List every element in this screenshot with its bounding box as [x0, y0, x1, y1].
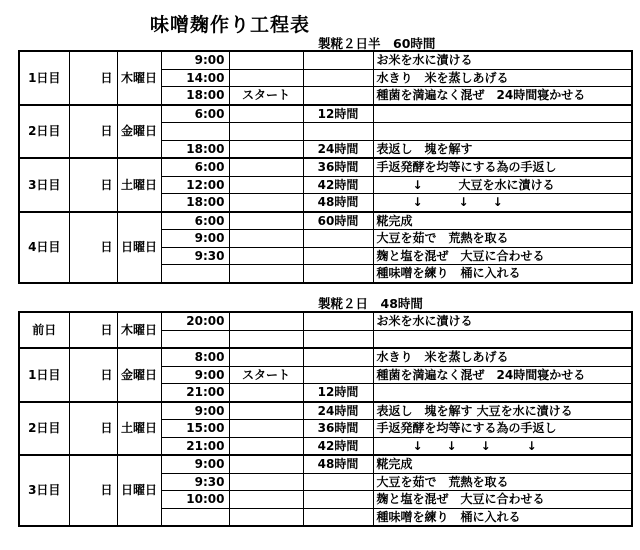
schedule-a-subtitle: 製糀２日半 60時間	[318, 36, 436, 51]
date-day-cell: 日	[69, 158, 117, 212]
action-cell: 大豆を茹で 荒熱を取る	[373, 230, 632, 248]
weekday-label: 木曜日	[117, 312, 161, 348]
action-cell: 麹と塩を混ぜ 大豆に合わせる	[373, 247, 632, 265]
start-mark-cell: スタート	[229, 366, 303, 384]
start-mark-cell	[229, 265, 303, 283]
time-cell: 21:00	[161, 437, 229, 455]
start-mark-cell	[229, 158, 303, 176]
action-cell	[373, 330, 632, 348]
schedule-b-table	[18, 311, 633, 527]
elapsed-hours-cell	[303, 51, 373, 69]
action-cell: 麹と塩を混ぜ 大豆に合わせる	[373, 491, 632, 509]
date-day-cell: 日	[69, 212, 117, 283]
date-day-cell: 日	[69, 348, 117, 402]
time-cell: 9:00	[161, 366, 229, 384]
action-cell: お米を水に漬ける	[373, 312, 632, 330]
weekday-label: 日曜日	[117, 212, 161, 283]
elapsed-hours-cell	[303, 473, 373, 491]
start-mark-cell	[229, 420, 303, 438]
weekday-label: 木曜日	[117, 51, 161, 105]
action-cell: 手返発酵を均等にする為の手返し	[373, 420, 632, 438]
action-cell: 糀完成	[373, 455, 632, 473]
elapsed-hours-cell	[303, 312, 373, 330]
elapsed-hours-cell: 42時間	[303, 437, 373, 455]
schedule-b-subtitle: 製糀２日 48時間	[318, 296, 423, 311]
time-cell	[161, 330, 229, 348]
action-cell: お米を水に漬ける	[373, 51, 632, 69]
start-mark-cell	[229, 123, 303, 141]
start-mark-cell	[229, 247, 303, 265]
schedule-row	[19, 455, 632, 473]
start-mark-cell	[229, 105, 303, 123]
action-cell: 種味噌を練り 桶に入れる	[373, 508, 632, 526]
date-day-cell: 日	[69, 402, 117, 456]
schedule-row	[19, 51, 632, 69]
action-cell	[373, 105, 632, 123]
start-mark-cell	[229, 402, 303, 420]
elapsed-hours-cell: 48時間	[303, 455, 373, 473]
document-title: 味噌麹作り工程表	[150, 14, 311, 36]
time-cell: 20:00	[161, 312, 229, 330]
time-cell: 9:00	[161, 51, 229, 69]
weekday-label: 土曜日	[117, 158, 161, 212]
day-label: 1日目	[19, 51, 69, 105]
elapsed-hours-cell: 60時間	[303, 212, 373, 230]
schedule-row	[19, 212, 632, 230]
start-mark-cell	[229, 312, 303, 330]
elapsed-hours-cell	[303, 265, 373, 283]
start-mark-cell	[229, 176, 303, 194]
elapsed-hours-cell: 42時間	[303, 176, 373, 194]
day-label: 4日目	[19, 212, 69, 283]
elapsed-hours-cell	[303, 87, 373, 105]
time-cell	[161, 508, 229, 526]
elapsed-hours-cell: 12時間	[303, 105, 373, 123]
time-cell: 9:30	[161, 473, 229, 491]
start-mark-cell	[229, 455, 303, 473]
schedule-row	[19, 105, 632, 123]
time-cell: 6:00	[161, 212, 229, 230]
schedule-row	[19, 402, 632, 420]
start-mark-cell	[229, 194, 303, 212]
elapsed-hours-cell: 48時間	[303, 194, 373, 212]
action-cell: 表返し 塊を解す 大豆を水に漬ける	[373, 402, 632, 420]
elapsed-hours-cell	[303, 491, 373, 509]
schedule-row	[19, 312, 632, 330]
day-label: 2日目	[19, 105, 69, 159]
weekday-label: 日曜日	[117, 455, 161, 526]
time-cell: 12:00	[161, 176, 229, 194]
start-mark-cell	[229, 140, 303, 158]
action-cell: 大豆を茹で 荒熱を取る	[373, 473, 632, 491]
time-cell: 6:00	[161, 105, 229, 123]
time-cell: 9:30	[161, 247, 229, 265]
time-cell	[161, 123, 229, 141]
time-cell: 18:00	[161, 140, 229, 158]
elapsed-hours-cell: 36時間	[303, 420, 373, 438]
day-label: 3日目	[19, 455, 69, 526]
action-cell	[373, 123, 632, 141]
start-mark-cell	[229, 69, 303, 87]
elapsed-hours-cell	[303, 508, 373, 526]
action-cell	[373, 384, 632, 402]
start-mark-cell	[229, 508, 303, 526]
elapsed-hours-cell: 24時間	[303, 140, 373, 158]
action-cell: 種菌を満遍なく混ぜ 24時間寝かせる	[373, 87, 632, 105]
schedule-a-table	[18, 50, 633, 284]
weekday-label: 土曜日	[117, 402, 161, 456]
elapsed-hours-cell: 36時間	[303, 158, 373, 176]
schedule-row	[19, 348, 632, 366]
start-mark-cell	[229, 473, 303, 491]
start-mark-cell	[229, 230, 303, 248]
action-cell: 水きり 米を蒸しあげる	[373, 348, 632, 366]
action-cell: 糀完成	[373, 212, 632, 230]
time-cell	[161, 265, 229, 283]
weekday-label: 金曜日	[117, 348, 161, 402]
time-cell: 8:00	[161, 348, 229, 366]
action-cell: 種味噌を練り 桶に入れる	[373, 265, 632, 283]
action-cell: ↓ ↓ ↓ ↓	[373, 437, 632, 455]
start-mark-cell	[229, 384, 303, 402]
date-day-cell: 日	[69, 312, 117, 348]
start-mark-cell	[229, 212, 303, 230]
action-cell: ↓ ↓ ↓	[373, 194, 632, 212]
elapsed-hours-cell: 24時間	[303, 402, 373, 420]
time-cell: 9:00	[161, 455, 229, 473]
start-mark-cell	[229, 437, 303, 455]
day-label: 2日目	[19, 402, 69, 456]
date-day-cell: 日	[69, 51, 117, 105]
start-mark-cell	[229, 330, 303, 348]
action-cell: 手返発酵を均等にする為の手返し	[373, 158, 632, 176]
elapsed-hours-cell: 12時間	[303, 384, 373, 402]
elapsed-hours-cell	[303, 69, 373, 87]
start-mark-cell	[229, 51, 303, 69]
elapsed-hours-cell	[303, 348, 373, 366]
day-label: 1日目	[19, 348, 69, 402]
action-cell: 水きり 米を蒸しあげる	[373, 69, 632, 87]
time-cell: 14:00	[161, 69, 229, 87]
time-cell: 10:00	[161, 491, 229, 509]
time-cell: 18:00	[161, 194, 229, 212]
action-cell: ↓ 大豆を水に漬ける	[373, 176, 632, 194]
start-mark-cell: スタート	[229, 87, 303, 105]
time-cell: 15:00	[161, 420, 229, 438]
time-cell: 21:00	[161, 384, 229, 402]
date-day-cell: 日	[69, 105, 117, 159]
time-cell: 6:00	[161, 158, 229, 176]
date-day-cell: 日	[69, 455, 117, 526]
start-mark-cell	[229, 348, 303, 366]
elapsed-hours-cell	[303, 247, 373, 265]
time-cell: 9:00	[161, 402, 229, 420]
action-cell: 表返し 塊を解す	[373, 140, 632, 158]
elapsed-hours-cell	[303, 230, 373, 248]
start-mark-cell	[229, 491, 303, 509]
elapsed-hours-cell	[303, 123, 373, 141]
day-label: 前日	[19, 312, 69, 348]
time-cell: 18:00	[161, 87, 229, 105]
schedule-row	[19, 158, 632, 176]
time-cell: 9:00	[161, 230, 229, 248]
elapsed-hours-cell	[303, 366, 373, 384]
weekday-label: 金曜日	[117, 105, 161, 159]
elapsed-hours-cell	[303, 330, 373, 348]
day-label: 3日目	[19, 158, 69, 212]
action-cell: 種菌を満遍なく混ぜ 24時間寝かせる	[373, 366, 632, 384]
